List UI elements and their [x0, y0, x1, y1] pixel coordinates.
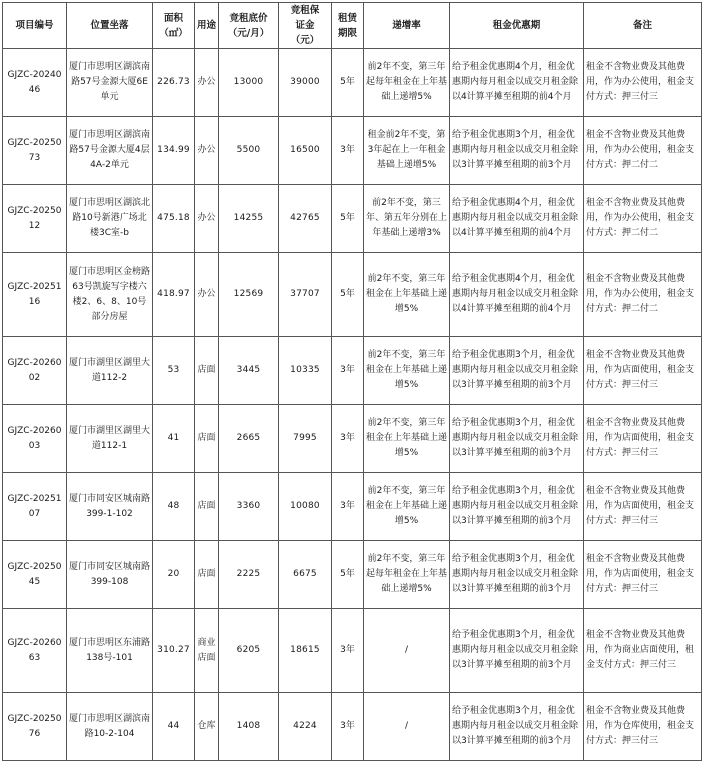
table-row: [3, 185, 702, 253]
cell-area: 475.18: [153, 185, 195, 253]
cell-code: GJZC-2026003: [3, 405, 67, 473]
header-deposit: 竞租保 证金 （元）: [279, 3, 332, 49]
cell-location: 厦门市思明区湖滨南路57号金源大厦4层4A-2单元: [67, 117, 153, 185]
cell-code: GJZC-2025012: [3, 185, 67, 253]
cell-code: GJZC-2025045: [3, 541, 67, 609]
cell-area: 226.73: [153, 49, 195, 117]
cell-base-rent: 6205: [219, 609, 279, 693]
table-row: [3, 49, 702, 117]
cell-deposit: 6675: [279, 541, 332, 609]
cell-use: 店面: [195, 473, 219, 541]
cell-term: 5年: [332, 185, 364, 253]
cell-use: 仓库: [195, 693, 219, 761]
cell-area: 41: [153, 405, 195, 473]
cell-use: 店面: [195, 337, 219, 405]
cell-remark: 租金不含物业费及其他费用，作为办公使用，租金支付方式：押二付二: [584, 185, 702, 253]
cell-deposit: 10335: [279, 337, 332, 405]
cell-base-rent: 2225: [219, 541, 279, 609]
cell-base-rent: 5500: [219, 117, 279, 185]
cell-discount: 给予租金优惠期3个月，租金优惠期内每月租金以成交月租金除以3计算平摊至租期的前3个月: [450, 609, 584, 693]
cell-discount: 给予租金优惠期3个月，租金优惠期内每月租金以成交月租金除以3计算平摊至租期的前3个月: [450, 117, 584, 185]
cell-discount: 给予租金优惠期4个月，租金优惠期内每月租金以成交月租金除以4计算平摊至租期的前4个月: [450, 185, 584, 253]
cell-base-rent: 2665: [219, 405, 279, 473]
cell-area: 44: [153, 693, 195, 761]
cell-deposit: 4224: [279, 693, 332, 761]
table-row: [3, 541, 702, 609]
cell-use: 办公: [195, 253, 219, 337]
cell-code: GJZC-2025107: [3, 473, 67, 541]
header-use: 用途: [195, 3, 219, 49]
header-discount: 租金优惠期: [450, 3, 584, 49]
cell-deposit: 18615: [279, 609, 332, 693]
cell-deposit: 16500: [279, 117, 332, 185]
cell-remark: 租金不含物业费及其他费用，作为店面使用，租金支付方式：押三付三: [584, 541, 702, 609]
cell-area: 310.27: [153, 609, 195, 693]
cell-increase: 前2年不变，第三年租金在上年基础上递增5%: [364, 405, 450, 473]
cell-term: 3年: [332, 693, 364, 761]
cell-remark: 租金不含物业费及其他费用，作为店面使用，租金支付方式：押三付三: [584, 405, 702, 473]
cell-use: 店面: [195, 405, 219, 473]
header-remark: 备注: [584, 3, 702, 49]
cell-area: 53: [153, 337, 195, 405]
cell-area: 134.99: [153, 117, 195, 185]
cell-code: GJZC-2026002: [3, 337, 67, 405]
cell-deposit: 37707: [279, 253, 332, 337]
cell-location: 厦门市思明区金榜路63号凯旋写字楼六楼2、6、8、10号部分房屋: [67, 253, 153, 337]
cell-base-rent: 13000: [219, 49, 279, 117]
table-body: [3, 49, 702, 761]
cell-use: 办公: [195, 185, 219, 253]
cell-term: 5年: [332, 253, 364, 337]
cell-increase: 前2年不变，第三年起每年租金在上年基础上递增5%: [364, 49, 450, 117]
table-row: [3, 337, 702, 405]
cell-increase: /: [364, 609, 450, 693]
cell-discount: 给予租金优惠期3个月，租金优惠期内每月租金以成交月租金除以3计算平摊至租期的前3个月: [450, 405, 584, 473]
table-row: [3, 609, 702, 693]
cell-deposit: 10080: [279, 473, 332, 541]
cell-discount: 给予租金优惠期4个月，租金优惠期内每月租金以成交月租金除以4计算平摊至租期的前4个月: [450, 49, 584, 117]
cell-location: 厦门市思明区湖滨北路10号新港广场北楼3C室-b: [67, 185, 153, 253]
cell-base-rent: 14255: [219, 185, 279, 253]
cell-remark: 租金不含物业费及其他费用，作为办公使用，租金支付方式：押二付二: [584, 253, 702, 337]
cell-location: 厦门市同安区城南路399-108: [67, 541, 153, 609]
cell-discount: 给予租金优惠期4个月，租金优惠期内每月租金以成交月租金除以4计算平摊至租期的前4个月: [450, 253, 584, 337]
cell-remark: 租金不含物业费及其他费用，作为办公使用，租金支付方式：押二付二: [584, 117, 702, 185]
cell-code: GJZC-2025076: [3, 693, 67, 761]
table-row: [3, 473, 702, 541]
cell-location: 厦门市思明区湖滨南路10-2-104: [67, 693, 153, 761]
cell-use: 店面: [195, 541, 219, 609]
cell-code: GJZC-2025073: [3, 117, 67, 185]
cell-discount: 给予租金优惠期3个月，租金优惠期内每月租金以成交月租金除以3计算平摊至租期的前3个月: [450, 693, 584, 761]
cell-use: 商业店面: [195, 609, 219, 693]
cell-term: 3年: [332, 473, 364, 541]
cell-base-rent: 12569: [219, 253, 279, 337]
cell-increase: 租金前2年不变，第3年起在上一年租金基础上递增5%: [364, 117, 450, 185]
cell-discount: 给予租金优惠期3个月，租金优惠期内每月租金以成交月租金除以3计算平摊至租期的前3个月: [450, 473, 584, 541]
header-increase: 递增率: [364, 3, 450, 49]
cell-increase: 前2年不变，第三年起每年租金在上年基础上递增5%: [364, 541, 450, 609]
cell-increase: 前2年不变，第三年租金在上年基础上递增5%: [364, 337, 450, 405]
cell-location: 厦门市湖里区湖里大道112-2: [67, 337, 153, 405]
header-area: 面积 （㎡）: [153, 3, 195, 49]
header-term: 租赁 期限: [332, 3, 364, 49]
cell-increase: 前2年不变，第三年租金在上年基础上递增5%: [364, 253, 450, 337]
cell-remark: 租金不含物业费及其他费用，作为仓库使用，租金支付方式：押三付三: [584, 693, 702, 761]
cell-location: 厦门市湖里区湖里大道112-1: [67, 405, 153, 473]
cell-code: GJZC-2024046: [3, 49, 67, 117]
table-row: [3, 405, 702, 473]
cell-term: 5年: [332, 541, 364, 609]
table-row: [3, 117, 702, 185]
cell-deposit: 39000: [279, 49, 332, 117]
cell-location: 厦门市思明区湖滨南路57号金源大厦6E单元: [67, 49, 153, 117]
cell-remark: 租金不含物业费及其他费用，作为店面使用，租金支付方式：押三付三: [584, 337, 702, 405]
header-row: [3, 3, 702, 49]
cell-term: 3年: [332, 405, 364, 473]
cell-base-rent: 3445: [219, 337, 279, 405]
cell-term: 5年: [332, 49, 364, 117]
cell-discount: 给予租金优惠期3个月，租金优惠期内每月租金以成交月租金除以3计算平摊至租期的前3个月: [450, 337, 584, 405]
cell-increase: 前2年不变，第三年、第五年分别在上年基础上递增3%: [364, 185, 450, 253]
cell-deposit: 42765: [279, 185, 332, 253]
cell-location: 厦门市同安区城南路399-1-102: [67, 473, 153, 541]
cell-code: GJZC-2026063: [3, 609, 67, 693]
cell-remark: 租金不含物业费及其他费用，作为商业店面使用，租金支付方式：押三付三: [584, 609, 702, 693]
cell-base-rent: 3360: [219, 473, 279, 541]
header-location: 位置坐落: [67, 3, 153, 49]
cell-location: 厦门市思明区东浦路138号-101: [67, 609, 153, 693]
header-code: 项目编号: [3, 3, 67, 49]
cell-term: 3年: [332, 609, 364, 693]
cell-deposit: 7995: [279, 405, 332, 473]
cell-base-rent: 1408: [219, 693, 279, 761]
cell-area: 20: [153, 541, 195, 609]
cell-increase: 前2年不变，第三年租金在上年基础上递增5%: [364, 473, 450, 541]
cell-remark: 租金不含物业费及其他费用，作为店面使用，租金支付方式：押三付三: [584, 473, 702, 541]
property-lease-table: [2, 2, 702, 761]
cell-code: GJZC-2025116: [3, 253, 67, 337]
cell-term: 3年: [332, 337, 364, 405]
cell-increase: /: [364, 693, 450, 761]
header-base-rent: 竞租底价 （元/月）: [219, 3, 279, 49]
table-row: [3, 253, 702, 337]
cell-discount: 给予租金优惠期3个月，租金优惠期内每月租金以成交月租金除以3计算平摊至租期的前3个月: [450, 541, 584, 609]
cell-use: 办公: [195, 117, 219, 185]
cell-remark: 租金不含物业费及其他费用，作为办公使用，租金支付方式：押三付三: [584, 49, 702, 117]
table-row: [3, 693, 702, 761]
cell-area: 418.97: [153, 253, 195, 337]
cell-use: 办公: [195, 49, 219, 117]
cell-term: 3年: [332, 117, 364, 185]
cell-area: 48: [153, 473, 195, 541]
